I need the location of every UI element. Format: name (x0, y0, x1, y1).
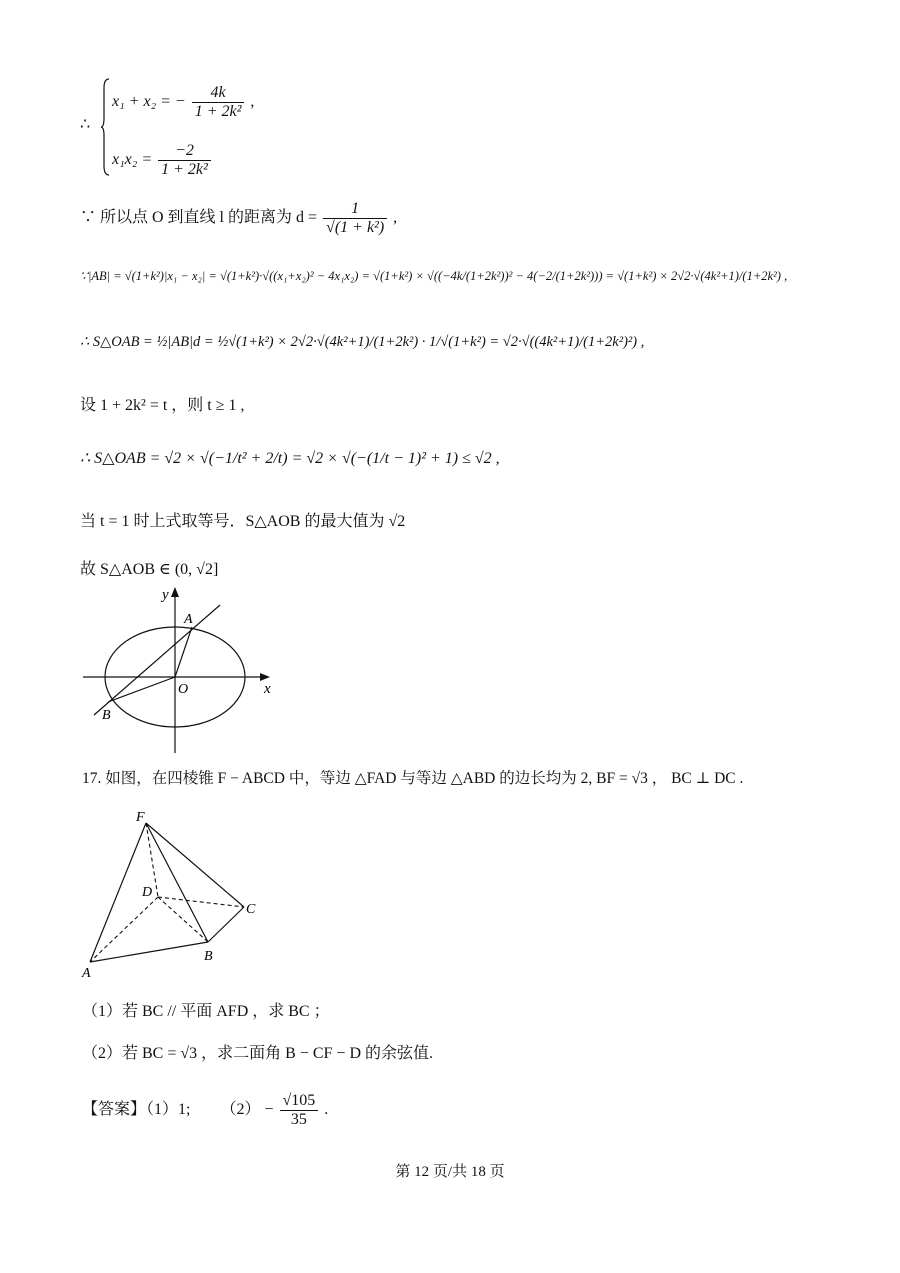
vertex-f-label: F (136, 810, 145, 825)
therefore-symbol: ∴ (80, 116, 91, 133)
point-b-label: B (102, 708, 111, 723)
distance-line: ∵ 所以点 O 到直线 l 的距离为 d = $\frac{1}{\text{√(1 + k²)}}$ , (80, 200, 398, 236)
left-brace (100, 78, 110, 176)
conclusion-line: 故 S△AOB ∈ (0, √2] (80, 561, 219, 578)
ellipse-figure (80, 585, 280, 755)
equality-line: 当 t = 1 时上式取等号．S△AOB 的最大值为 √2 (80, 513, 406, 530)
bound-line: ∴ S△OAB = √2 × √(−1/t² + 2/t) = √2 × √(−(1/t − 1)² + 1) ≤ √2 , (80, 450, 500, 467)
vertex-d-label: D (142, 885, 153, 900)
area-line: ∴ S△OAB = ½|AB|d = ½√(1+k²) × 2√2·√(4k²+1)/(1+2k²) · 1/√(1+k²) = √2·√((4k²+1)/(1+2k²)²) , (80, 334, 645, 350)
vertex-b-label: B (204, 949, 213, 964)
pyramid-figure (78, 805, 268, 980)
ab-length-line: ∵|AB| = √(1+k²)|x₁ − x₂| = √(1+k²)·√((x₁+x₂)² − 4x₁x₂) = √(1+k²) × √((−4k/(1+2k²))² − 4(−2/(1+2k²))) = √(1+k²) × 2√2·√(4k²+1)/(1+2k²) , (80, 269, 788, 283)
page-footer: 第 12 页/共 18 页 (395, 1164, 505, 1180)
question-17-part-2: （2）若 BC = √3 ，求二面角 B − CF − D 的余弦值. (82, 1045, 433, 1062)
product-equation: x₁x₂ = $\frac{-2}{\text{1 + 2k²}}$ (112, 142, 213, 179)
origin-label: O (178, 682, 189, 697)
y-axis-label: y (162, 587, 169, 603)
answer-line: 【答案】（1）1; （2） − $\frac{√105}{35}$ . (82, 1092, 329, 1128)
question-17-part-1: （1）若 BC // 平面 AFD ，求 BC ； (82, 1003, 330, 1020)
vertex-c-label: C (246, 902, 256, 917)
question-17: 17. 如图，在四棱锥 F − ABCD 中，等边 △FAD 与等边 △ABD 的边长均为 2, BF = √3 ， BC ⊥ DC . (82, 770, 744, 787)
sum-equation: x₁ + x₂ = − $\frac{4k}{\text{1 + 2k²}}$ , (112, 84, 255, 120)
vertex-a-label: A (82, 966, 91, 980)
substitution-line: 设 1 + 2k² = t ，则 t ≥ 1 , (80, 397, 245, 414)
point-a-label: A (184, 612, 193, 627)
x-axis-label: x (264, 681, 271, 697)
